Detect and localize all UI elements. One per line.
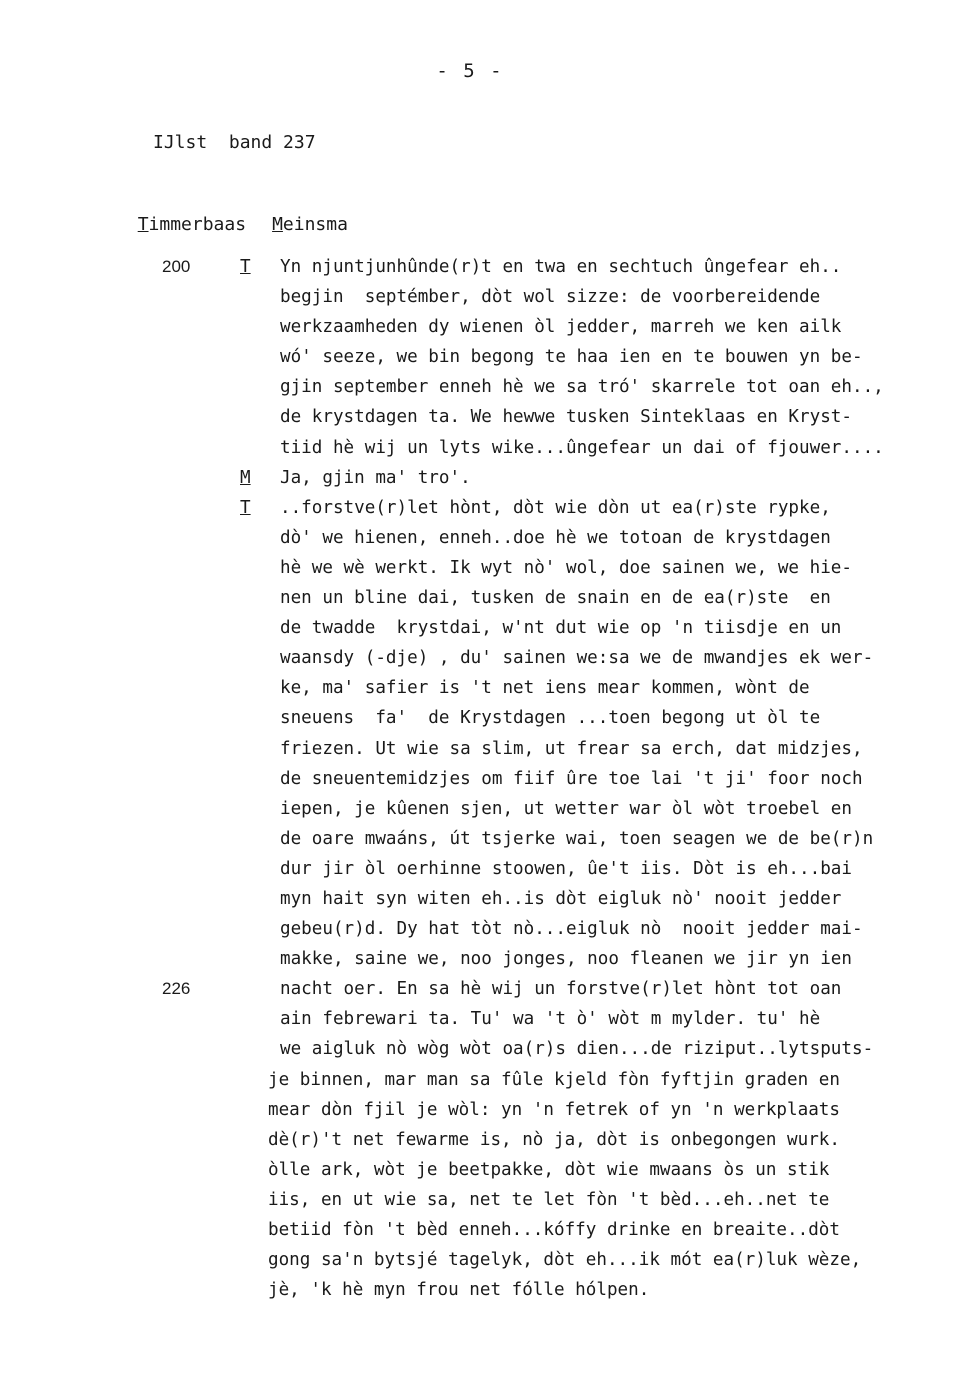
transcript-line [0, 1185, 973, 1215]
transcript-text: ..forstve(r)let hònt, dòt wie dòn ut ea(r)ste rypke, [280, 497, 831, 518]
page-number: - 5 - [436, 60, 504, 82]
transcript-text: Yn njuntjunhûnde(r)t en twa en sechtuch ûngefear eh.. [280, 257, 842, 277]
margin-line-number: 200 [162, 257, 191, 276]
transcript-text: òlle ark, wòt je beetpakke, dòt wie mwaans òs un stik [268, 1159, 830, 1180]
transcript-text: werkzaamheden dy wienen òl jedder, marreh we ken ailk [280, 317, 842, 338]
transcript-line [0, 1095, 973, 1125]
transcript-line [0, 523, 973, 553]
transcript-line [0, 433, 973, 463]
speakers-line [116, 193, 374, 235]
transcript-text: we aigluk nò wòg wòt oa(r)s dien...de riziput..lytsputs- [280, 1039, 874, 1060]
transcript-text: je binnen, mar man sa fûle kjeld fòn fyftjin graden en [268, 1069, 840, 1090]
transcript-text: de sneuentemidzjes om fiif ûre toe lai 't ji' foor noch [280, 768, 863, 789]
transcript-text: gjin september enneh hè we sa tró' skarrele tot oan eh.., [280, 377, 884, 398]
speaker-name-second: Meinsma [272, 214, 348, 235]
transcript-text: de oare mwaáns, út tsjerke wai, toen seagen we de be(r)n [280, 828, 874, 849]
speaker-marker: T [240, 497, 251, 518]
transcript-line [0, 1004, 973, 1034]
transcript-line [0, 1215, 973, 1245]
transcript-text: ke, ma' safier is 't net iens mear kommen, wònt de [280, 678, 810, 699]
transcript-line [0, 252, 973, 282]
transcript-line [0, 1245, 973, 1275]
transcript-text: waansdy (-dje) , du' sainen we:sa we de mwandjes ek wer- [280, 648, 874, 669]
transcript-text: mear dòn fjil je wòl: yn 'n fetrek of yn 'n werkplaats [268, 1099, 840, 1120]
transcript-line [0, 282, 973, 312]
transcript-text: dò' we hienen, enneh..doe hè we totoan de krystdagen [280, 527, 831, 548]
document-title: IJlst band 237 [153, 132, 316, 153]
transcript-text: makke, saine we, noo jonges, noo fleanen we jir yn ien [280, 949, 852, 970]
transcript-line [0, 402, 973, 432]
transcript-line [0, 1125, 973, 1155]
transcript-text: ain febrewari ta. Tu' wa 't ò' wòt m mylder. tu' hè [280, 1009, 821, 1030]
transcript-line [0, 493, 973, 523]
transcript-text: dur jir òl oerhinne stoowen, ûe't iis. Dòt is eh...bai [280, 858, 852, 879]
transcript-text: sneuens fa' de Krystdagen ...toen begong ut òl te [280, 708, 821, 729]
transcript-line [0, 764, 973, 794]
transcript-line [0, 884, 973, 914]
transcript-line [0, 613, 973, 643]
transcript-body [0, 252, 973, 1305]
transcript-text: de krystdagen ta. We hewwe tusken Sinteklaas en Kryst- [280, 407, 852, 428]
transcript-text: nacht oer. En sa hè wij un forstve(r)let hònt tot oan [280, 979, 842, 1000]
transcript-text: gong sa'n bytsjé tagelyk, dòt eh...ik mót ea(r)luk wèze, [268, 1250, 862, 1271]
transcript-text: iis, en ut wie sa, net te let fòn 't bèd...eh..net te [268, 1189, 830, 1210]
transcript-line [0, 854, 973, 884]
transcript-text: begjin septémber, dòt wol sizze: de voorbereidende [280, 287, 821, 308]
transcript-line [0, 342, 973, 372]
transcript-text: tiid hè wij un lyts wike...ûngefear un dai of fjouwer.... [280, 437, 884, 458]
transcript-line [0, 824, 973, 854]
transcript-line [0, 734, 973, 764]
transcript-line [0, 794, 973, 824]
transcript-text: myn hait syn witen eh..is dòt eigluk nò' nooit jedder [280, 888, 842, 909]
transcript-line [0, 643, 973, 673]
speaker-name-first: Timmerbaas [137, 214, 247, 235]
transcript-line [0, 944, 973, 974]
transcript-text: iepen, je kûenen sjen, ut wetter war òl wòt troebel en [280, 798, 852, 819]
transcript-text: dè(r)'t net fewarme is, nò ja, dòt is onbegongen wurk. [268, 1129, 840, 1150]
transcript-text: Ja, gjin ma' tro'. [280, 467, 471, 488]
speaker-marker: T [240, 257, 251, 277]
transcript-line [0, 1065, 973, 1095]
transcript-line [0, 1275, 973, 1305]
transcript-text: jè, 'k hè myn frou net fólle hólpen. [268, 1280, 650, 1301]
transcript-text: friezen. Ut wie sa slim, ut frear sa erch, dat midzjes, [280, 738, 863, 759]
transcript-text: de twadde krystdai, w'nt dut wie op 'n tiisdje en un [280, 618, 842, 639]
transcript-text: nen un bline dai, tusken de snain en de ea(r)ste en [280, 588, 831, 609]
transcript-line [0, 1034, 973, 1064]
transcript-text: gebeu(r)d. Dy hat tòt nò...eigluk nò nooit jedder mai- [280, 919, 863, 940]
transcript-line [0, 463, 973, 493]
transcript-line [0, 372, 973, 402]
transcript-text: hè we wè werkt. Ik wyt nò' wol, doe sainen we, we hie- [280, 557, 852, 578]
transcript-line [0, 553, 973, 583]
transcript-line [0, 914, 973, 944]
transcript-text: betiid fòn 't bèd enneh...kóffy drinke en breaite..dòt [268, 1220, 840, 1240]
transcript-line [0, 583, 973, 613]
speaker-marker: M [240, 467, 251, 488]
transcript-line [0, 974, 973, 1004]
transcript-line [0, 1155, 973, 1185]
transcript-line [0, 703, 973, 733]
transcript-line [0, 312, 973, 342]
transcript-text: wó' seeze, we bin begong te haa ien en te bouwen yn be- [280, 347, 863, 368]
transcript-line [0, 673, 973, 703]
margin-line-number: 226 [162, 979, 191, 999]
